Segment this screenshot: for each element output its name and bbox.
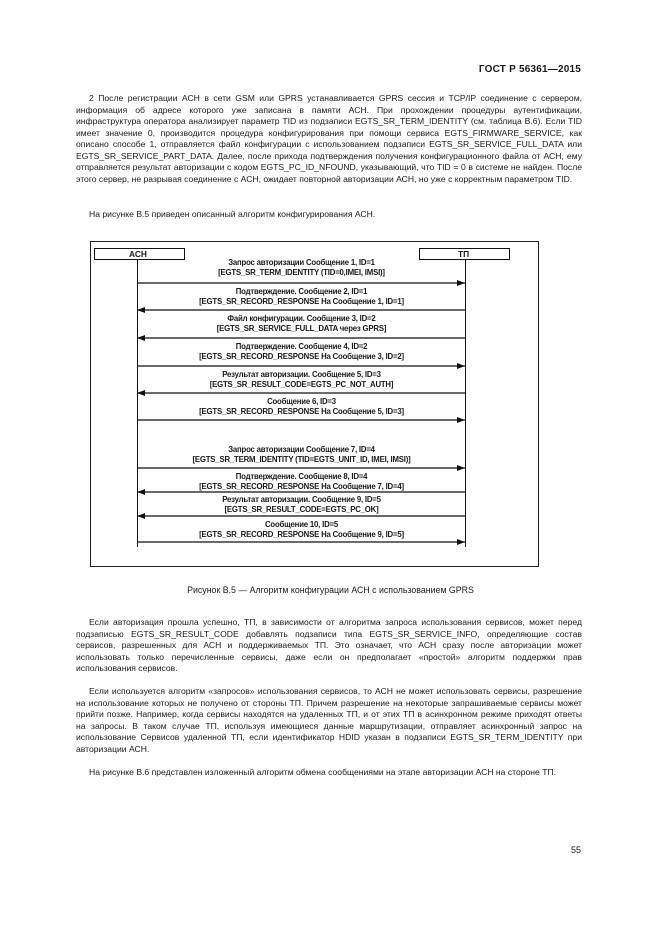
message-6: Сообщение 6, ID=3 [EGTS_SR_RECORD_RESPONSE На Сообщение 5, ID=3] <box>199 397 404 416</box>
message-arrow-1 <box>137 280 465 286</box>
message-arrow-5 <box>137 390 465 396</box>
page-header: ГОСТ Р 56361—2015 <box>478 64 581 75</box>
message-arrow-7 <box>137 465 465 471</box>
paragraph-auth-success: Если авторизация прошла успешно, ТП, в зависимости от алгоритма запроса использования сервисов, может перед подзаписью EGTS_SR_RESULT_CODE добавлять подзаписи типа EGTS_SR_SERVICE_INFO, определяющие состав сервисов, разрешенных для АСН и поддерживаемых ТП. Это означает, что АСН сразу после авторизации может использовать только перечисленные сервисы, даже если он предполагает «простой» алгоритм поддержки прав использования сервисов. <box>76 617 582 673</box>
message-arrow-4 <box>137 363 465 369</box>
figure-caption: Рисунок В.5 — Алгоритм конфигурации АСН с использованием GPRS <box>187 585 474 595</box>
message-9: Результат авторизации. Сообщение 9, ID=5 [EGTS_SR_RESULT_CODE=EGTS_PC_OK] <box>222 495 381 514</box>
message-4: Подтверждение. Сообщение 4, ID=2 [EGTS_SR_RECORD_RESPONSE На Сообщение 3, ID=2] <box>199 342 404 361</box>
message-3: Файл конфигурации. Сообщение 3, ID=2 [EGTS_SR_SERVICE_FULL_DATA через GPRS] <box>216 314 387 333</box>
arrowhead <box>137 335 145 341</box>
message-1: Запрос авторизации Сообщение 1, ID=1 [EGTS_SR_TERM_IDENTITY (TID=0,IMEI, IMSI)] <box>218 258 385 277</box>
page-number: 55 <box>570 845 581 855</box>
arrowhead <box>457 417 465 423</box>
paragraph-figure-b6-ref: На рисунке В.6 представлен изложенный алгоритм обмена сообщениями на этапе авторизации АСН на стороне ТП. <box>89 767 557 777</box>
arrowhead <box>457 465 465 471</box>
arrowhead <box>137 307 145 313</box>
message-arrow-2 <box>137 307 465 313</box>
actor-label-ash: АСН <box>129 249 147 259</box>
message-8: Подтверждение. Сообщение 8, ID=4 [EGTS_SR_RECORD_RESPONSE На Сообщение 7, ID=4] <box>199 472 404 491</box>
paragraph-request-algorithm: Если используется алгоритм «запросов» использования сервисов, то АСН не может использовать сервисы, разрешение на использование которых не получено от стороны ТП. Причем разрешение на некоторые запрашиваемые сервисы может прийти позже. Например, когда сервисы находятся на удаленных ТП, и от этих ТП в асинхронном режиме приходят ответы на запросы. В таком случае ТП, используя имеющиеся данные маршрутизации, отправляет асинхронный запрос на использование Сервисов удаленной ТП, если идентификатор HDID указан в подзаписи EGTS_SR_TERM_IDENTITY при авторизации АСН. <box>76 686 582 754</box>
message-5: Результат авторизации. Сообщение 5, ID=3 [EGTS_SR_RESULT_CODE=EGTS_PC_NOT_AUTH] <box>209 370 394 389</box>
message-2: Подтверждение. Сообщение 2, ID=1 [EGTS_SR_RECORD_RESPONSE На Сообщение 1, ID=1] <box>199 287 404 306</box>
actor-label-tp: ТП <box>458 249 470 259</box>
message-arrow-6 <box>137 417 465 423</box>
arrowhead <box>457 280 465 286</box>
arrowhead <box>457 363 465 369</box>
message-arrow-3 <box>137 335 465 341</box>
paragraph-figure-ref: На рисунке В.5 приведен описанный алгоритм конфигурирования АСН. <box>89 209 376 219</box>
message-7: Запрос авторизации Сообщение 7, ID=4 [EGTS_SR_TERM_IDENTITY (TID=EGTS_UNIT_ID, IMEI, IMSI)] <box>192 445 411 464</box>
paragraph-intro: 2 После регистрации АСН в сети GSM или GPRS устанавливается GPRS сессия и TCP/IP соединение с сервером, информация об адресе которого уже записана в памяти АСН. При прохождении процедуры аутентификации, инфраструктура оператора анализирует параметр TID из подзаписи EGTS_SR_TERM_IDENTITY (см. таблица В.6). Если TID имеет значение 0, производится процедура конфигурирования при помощи сервиса EGTS_FIRMWARE_SERVICE, как описано способе 1, отправляется файл конфигурации с использованием подзаписи EGTS_SR_SERVICE_FULL_DATA или EGTS_SR_SERVICE_PART_DATA. Далее, после прихода подтверждения получения конфигурационного файла от АСН, ему отправляется результат авторизации с кодом EGTS_PC_ID_NFOUND, указывающий, что TID = 0 в системе не найден. После этого сервер, не разрывая соединение с АСН, ожидает повторной авторизации АСН, но уже с корректным параметром TID. <box>76 93 582 184</box>
arrowhead <box>137 390 145 396</box>
message-10: Сообщение 10, ID=5 [EGTS_SR_RECORD_RESPONSE На Сообщение 9, ID=5] <box>199 520 404 539</box>
